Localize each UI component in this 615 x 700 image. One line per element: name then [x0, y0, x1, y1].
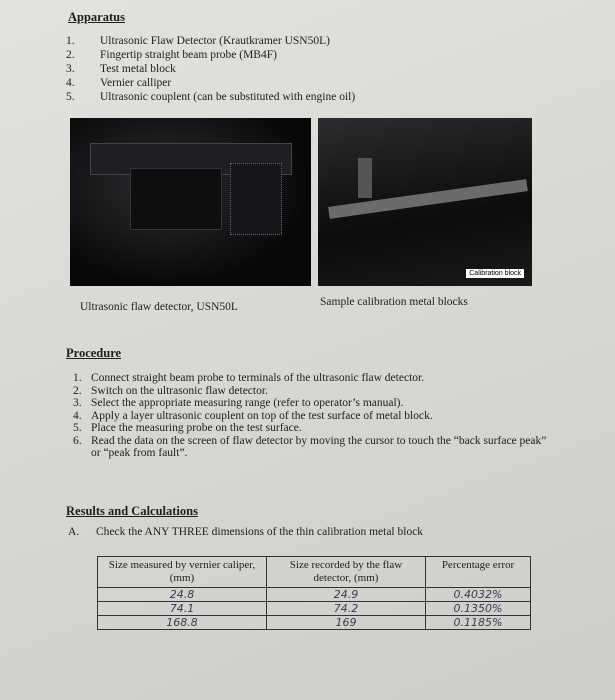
results-item-text: Check the ANY THREE dimensions of the thin calibration metal block — [96, 526, 424, 538]
apparatus-list — [66, 34, 355, 104]
item-number: 5. — [66, 91, 75, 103]
step-text: Switch on the ultrasonic flaw detector. — [91, 384, 268, 397]
list-item — [66, 90, 355, 104]
list-item — [66, 34, 355, 48]
table-cell: 24.8 — [98, 588, 267, 602]
table-cell: 0.1350% — [426, 602, 531, 616]
table-row — [98, 588, 531, 602]
list-item — [66, 62, 355, 76]
list-item — [73, 435, 553, 460]
flaw-detector-photo — [70, 118, 311, 286]
calibration-block-label: Calibration block — [466, 269, 524, 278]
step-number: 6. — [73, 434, 82, 447]
table-cell: 74.1 — [98, 602, 267, 616]
table-cell: 0.4032% — [426, 588, 531, 602]
item-text: Ultrasonic couplent (can be substituted with engine oil) — [100, 91, 356, 103]
item-number: 4. — [66, 77, 75, 89]
item-number: 2. — [66, 49, 75, 61]
table-cell: 168.8 — [98, 616, 267, 630]
step-text: Connect straight beam probe to terminals of the ultrasonic flaw detector. — [91, 372, 425, 384]
procedure-list — [73, 372, 553, 460]
step-text: Apply a layer ultrasonic couplent on top of the test surface of metal block. — [91, 409, 433, 422]
step-number: 3. — [73, 397, 82, 409]
column-header: Size recorded by the flaw detector, (mm) — [267, 557, 426, 588]
table-cell: 74.2 — [267, 602, 426, 616]
item-text: Ultrasonic Flaw Detector (Krautkramer USN50L) — [100, 35, 330, 47]
item-text: Vernier calliper — [100, 77, 172, 89]
list-item — [66, 48, 355, 62]
results-item-label: A. — [68, 526, 80, 538]
item-number: 3. — [66, 63, 75, 75]
results-heading: Results and Calculations — [66, 504, 198, 518]
step-text: Read the data on the screen of flaw detector by moving the cursor to touch the “back surface peak” or “peak from fault”. — [91, 434, 547, 459]
step-number: 2. — [73, 384, 82, 397]
table-cell: 24.9 — [267, 588, 426, 602]
apparatus-heading: Apparatus — [68, 10, 125, 24]
step-number: 5. — [73, 422, 82, 434]
step-text: Select the appropriate measuring range (refer to operator’s manual). — [91, 397, 404, 409]
table-row — [98, 616, 531, 630]
item-number: 1. — [66, 35, 75, 47]
list-item — [73, 385, 553, 398]
step-number: 1. — [73, 372, 82, 384]
item-text: Fingertip straight beam probe (MB4F) — [100, 49, 277, 61]
list-item — [73, 372, 553, 385]
item-text: Test metal block — [100, 63, 176, 75]
step-number: 4. — [73, 409, 82, 422]
list-item — [73, 410, 553, 423]
table-cell: 169 — [267, 616, 426, 630]
step-text: Place the measuring probe on the test surface. — [91, 422, 302, 434]
results-table — [97, 556, 531, 630]
procedure-heading: Procedure — [66, 346, 122, 360]
table-row — [98, 602, 531, 616]
calibration-blocks-photo — [318, 118, 532, 286]
right-figure-caption: Sample calibration metal blocks — [320, 296, 468, 308]
table-cell: 0.1185% — [426, 616, 531, 630]
table-header-row — [98, 557, 531, 588]
list-item — [73, 422, 553, 435]
column-header: Size measured by vernier caliper, (mm) — [98, 557, 267, 588]
column-header: Percentage error — [426, 557, 531, 588]
list-item — [66, 76, 355, 90]
list-item — [73, 397, 553, 410]
left-figure-caption: Ultrasonic flaw detector, USN50L — [80, 301, 238, 313]
